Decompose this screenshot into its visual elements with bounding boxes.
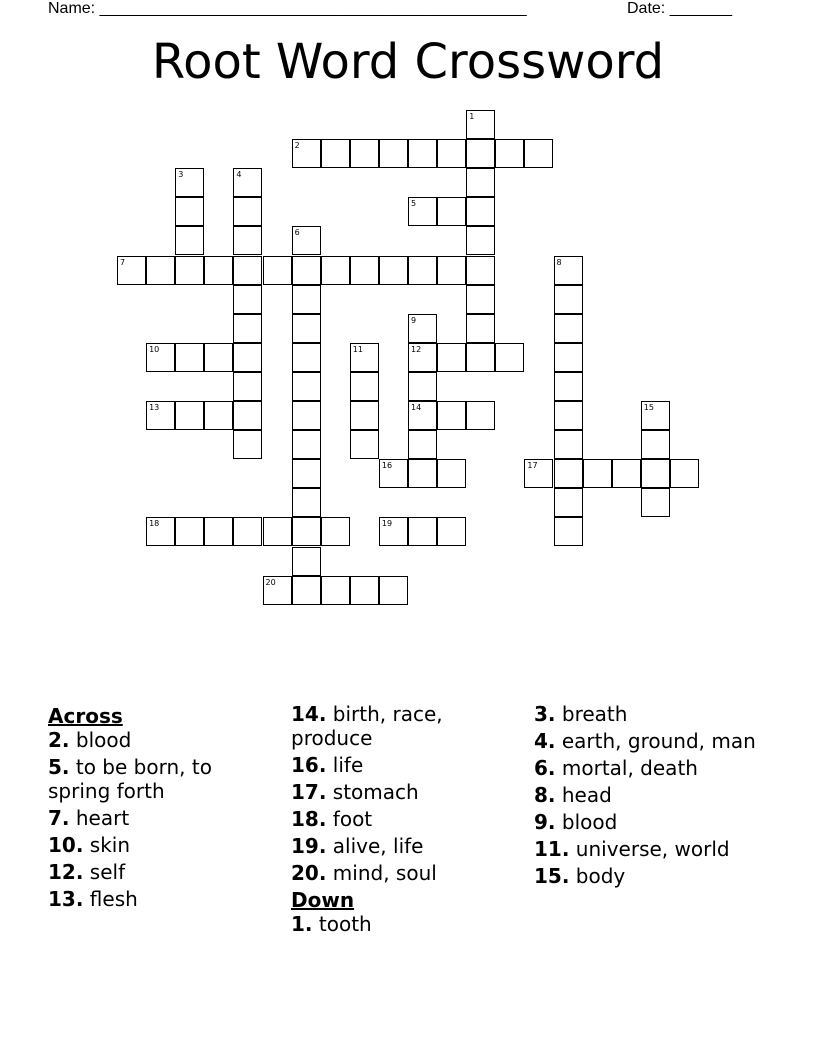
grid-cell[interactable] [263,517,292,546]
grid-cell[interactable] [204,517,233,546]
grid-cell[interactable] [175,517,204,546]
grid-cell[interactable] [408,517,437,546]
grid-cell[interactable] [204,401,233,430]
grid-cell[interactable] [437,343,466,372]
down-heading: Down [291,888,355,912]
grid-cell[interactable] [233,226,262,255]
grid-cell[interactable] [350,430,379,459]
grid-cell[interactable] [437,197,466,226]
grid-cell[interactable] [466,256,495,285]
grid-cell[interactable] [495,343,524,372]
clue-number-label: 8 [556,257,562,267]
grid-cell[interactable] [233,314,262,343]
grid-cell[interactable] [292,459,321,488]
grid-cell[interactable] [554,488,583,517]
clue-across-16: 16. life [291,753,364,777]
grid-cell[interactable] [554,430,583,459]
grid-cell[interactable] [437,256,466,285]
clue-number-label: 15 [643,403,654,412]
grid-cell[interactable] [233,517,262,546]
clue-number-label: 13 [149,403,160,412]
grid-cell[interactable] [466,197,495,226]
grid-cell[interactable] [554,314,583,343]
clue-number-label: 2 [294,141,300,151]
grid-cell[interactable] [292,576,321,605]
grid-cell[interactable] [554,285,583,314]
clue-number-label: 5 [411,199,417,209]
grid-cell[interactable] [175,343,204,372]
grid-cell[interactable] [204,256,233,285]
grid-cell[interactable] [641,459,670,488]
clue-down-4: 4. earth, ground, man [534,729,756,753]
clue-across-19: 19. alive, life [291,834,424,858]
grid-cell[interactable] [233,401,262,430]
clue-down-8: 8. head [534,783,612,807]
clue-across-18: 18. foot [291,807,373,831]
clue-across-10: 10. skin [48,833,131,857]
grid-cell[interactable] [554,343,583,372]
grid-cell[interactable] [350,372,379,401]
grid-cell[interactable] [466,314,495,343]
grid-cell[interactable] [554,401,583,430]
grid-cell[interactable] [175,256,204,285]
grid-cell[interactable] [641,488,670,517]
grid-cell[interactable] [292,401,321,430]
clue-across-20: 20. mind, soul [291,861,437,885]
grid-cell[interactable] [437,401,466,430]
grid-cell[interactable] [408,256,437,285]
clue-number-label: 6 [294,228,300,238]
grid-cell[interactable] [612,459,641,488]
grid-cell[interactable] [408,372,437,401]
grid-cell[interactable] [437,459,466,488]
grid-cell[interactable] [583,459,612,488]
grid-cell[interactable] [466,401,495,430]
clue-across-5: 5. to be born, to spring forth [48,755,212,803]
clue-down-1: 1. tooth [291,912,372,936]
grid-cell[interactable] [321,139,350,168]
grid-cell[interactable] [292,343,321,372]
clue-number-label: 3 [178,170,184,180]
clue-number-label: 16 [381,461,393,471]
grid-cell[interactable] [233,256,262,285]
clue-column-3 [534,702,764,891]
clue-across-14: 14. birth, race, produce [291,702,443,750]
clue-across-17: 17. stomach [291,780,419,804]
grid-cell[interactable] [321,517,350,546]
clue-across-13: 13. flesh [48,887,138,911]
grid-cell[interactable] [175,401,204,430]
clue-number-label: 4 [236,170,242,180]
clue-down-11: 11. universe, world [534,837,730,861]
worksheet-header [48,0,748,20]
grid-cell[interactable] [146,256,175,285]
crossword-grid [117,110,699,606]
clue-number-label: 11 [352,344,363,354]
clue-down-3: 3. breath [534,702,628,726]
grid-cell[interactable] [292,517,321,546]
grid-cell[interactable] [524,139,553,168]
grid-cell[interactable] [233,372,262,401]
clue-across-2: 2. blood [48,728,132,752]
grid-cell[interactable] [466,226,495,255]
grid-cell[interactable] [292,430,321,459]
clue-across-7: 7. heart [48,806,130,830]
clue-column-1 [48,702,278,914]
grid-cell[interactable] [466,139,495,168]
grid-cell[interactable] [408,430,437,459]
grid-cell[interactable] [292,372,321,401]
grid-cell[interactable] [437,139,466,168]
date-line[interactable]: Date: _______ [627,0,732,17]
clue-number-label: 17 [527,461,538,471]
clue-number-label: 9 [411,315,417,325]
grid-cell[interactable] [350,401,379,430]
grid-cell[interactable] [263,256,292,285]
clue-number-label: 1 [469,112,475,121]
clue-down-6: 6. mortal, death [534,756,698,780]
grid-cell[interactable] [204,343,233,372]
grid-cell[interactable] [175,197,204,226]
clue-number-label: 7 [120,257,126,267]
clue-number-label: 20 [265,577,276,587]
grid-cell[interactable] [321,576,350,605]
grid-cell[interactable] [233,197,262,226]
grid-cell[interactable] [379,139,408,168]
across-heading: Across [48,704,123,728]
grid-cell[interactable] [233,285,262,314]
grid-cell[interactable] [379,576,408,605]
grid-cell[interactable] [437,517,466,546]
grid-cell[interactable] [292,256,321,285]
clue-column-2 [291,702,521,939]
clue-number-label: 14 [411,403,422,412]
grid-cell[interactable] [292,314,321,343]
grid-cell[interactable] [466,168,495,197]
grid-cell[interactable] [292,488,321,517]
name-line[interactable]: Name: ________________________________________________ [48,0,527,17]
grid-cell[interactable] [175,226,204,255]
grid-cell[interactable] [495,139,524,168]
grid-cell[interactable] [670,459,699,488]
grid-cell[interactable] [554,517,583,546]
grid-cell[interactable] [292,285,321,314]
clue-number-label: 19 [381,519,393,529]
grid-cell[interactable] [321,256,350,285]
clue-across-12: 12. self [48,860,126,884]
grid-cell[interactable] [350,256,379,285]
grid-cell[interactable] [350,139,379,168]
grid-cell[interactable] [554,459,583,488]
grid-cell[interactable] [554,372,583,401]
page-title: Root Word Crossword [151,34,665,90]
clue-number-label: 10 [149,344,160,354]
grid-cell[interactable] [292,547,321,576]
clue-down-9: 9. blood [534,810,618,834]
grid-cell[interactable] [466,343,495,372]
grid-cell[interactable] [233,430,262,459]
grid-cell[interactable] [350,576,379,605]
grid-cell[interactable] [379,256,408,285]
clue-down-15: 15. body [534,864,626,888]
grid-cell[interactable] [466,285,495,314]
grid-cell[interactable] [641,430,670,459]
grid-cell[interactable] [408,139,437,168]
clue-number-label: 12 [411,344,422,354]
grid-cell[interactable] [408,459,437,488]
clue-number-label: 18 [149,519,160,529]
grid-cell[interactable] [233,343,262,372]
